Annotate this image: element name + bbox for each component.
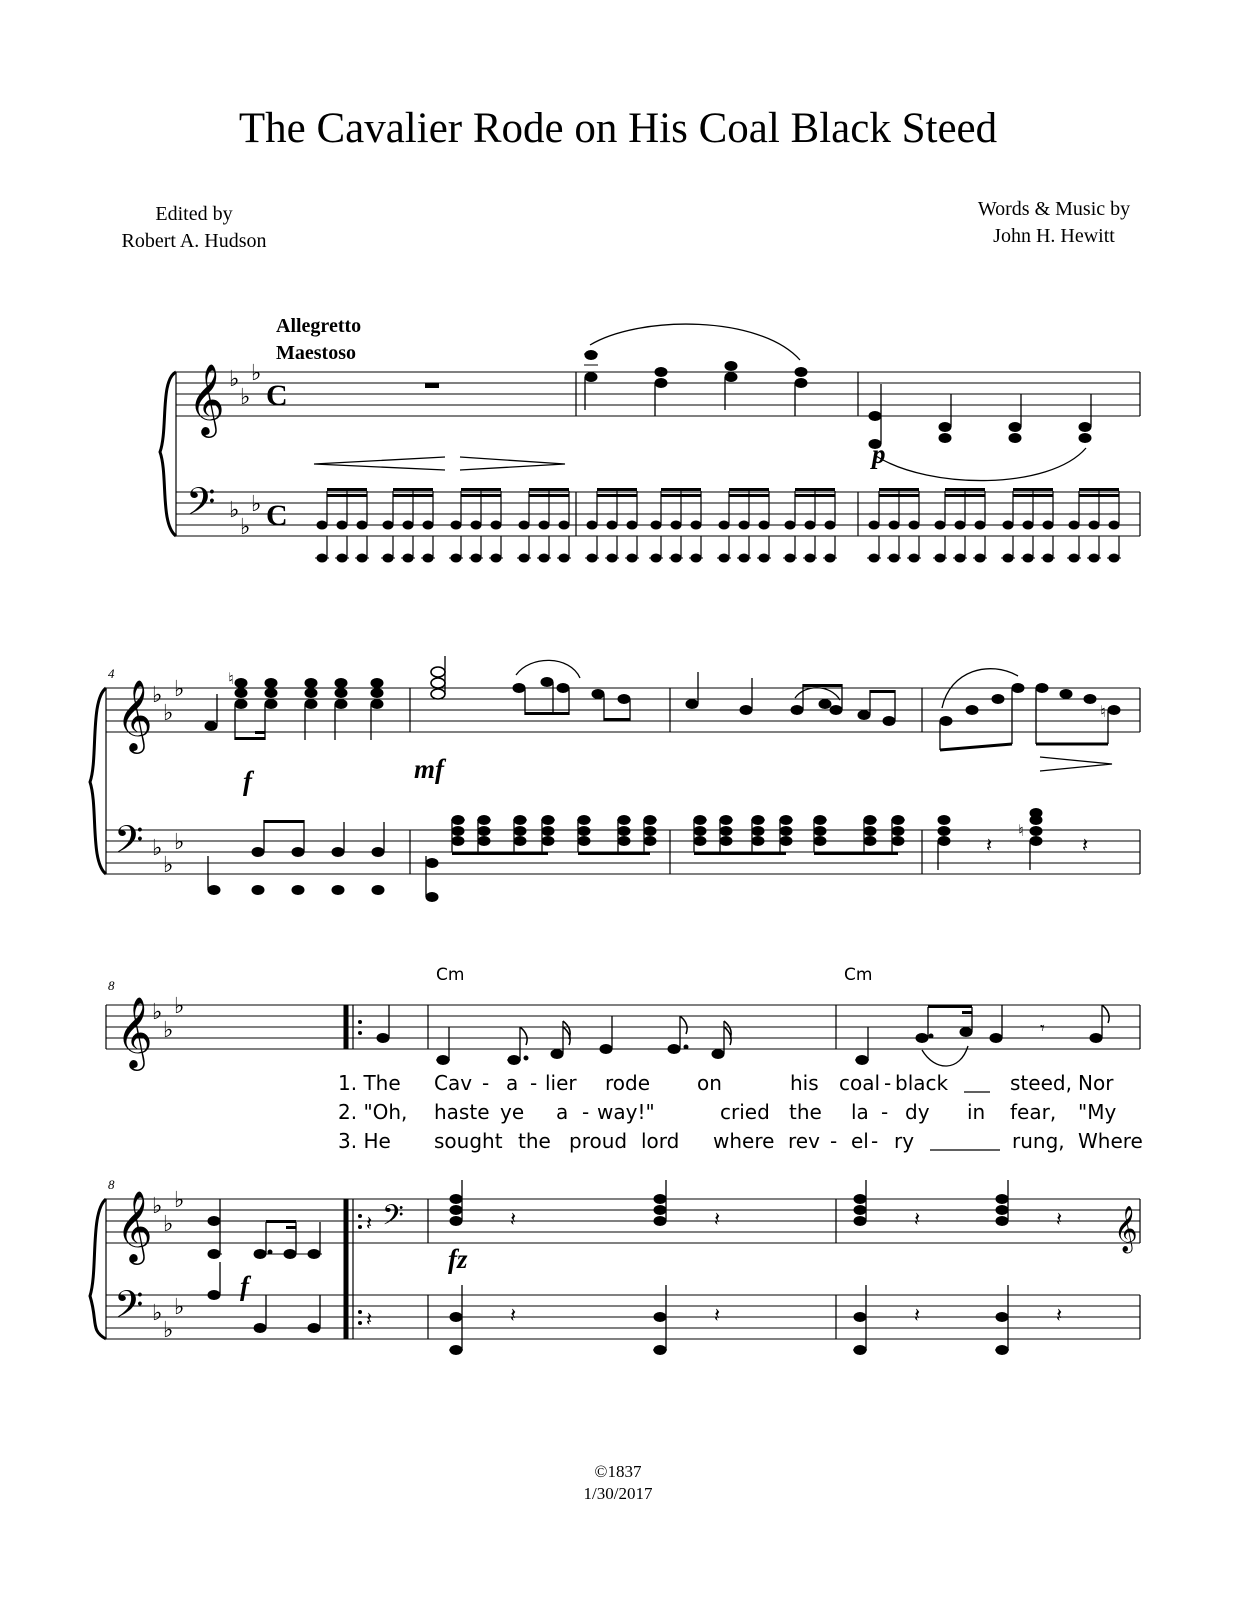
bass-chord-note: [864, 837, 876, 846]
lyric-2-1: 2. "Oh,: [338, 1100, 408, 1124]
sixteenth-note-upper: [337, 521, 347, 529]
bass-chord-note: [542, 837, 554, 846]
lyric-1-5: -: [530, 1071, 538, 1095]
bass-chord-note: [1030, 837, 1042, 846]
bass-chord-note: [452, 827, 464, 836]
svg-text:♮: ♮: [228, 671, 234, 688]
svg-text:♮: ♮: [1100, 704, 1106, 721]
piano-chord-note: [996, 1217, 1008, 1226]
beam: [729, 494, 769, 497]
natural-sign-icon: ♮: [1018, 823, 1024, 840]
bass-chord-note: [1030, 827, 1042, 836]
sixteenth-note-upper: [627, 521, 637, 529]
sixteenth-note-upper: [1069, 521, 1079, 529]
bass-staff-1: [176, 492, 1140, 536]
brace-system-3: [90, 1199, 106, 1339]
sixteenth-note-upper: [519, 521, 529, 529]
beam: [393, 494, 433, 497]
beam: [879, 494, 919, 497]
sixteenth-note-upper: [1109, 521, 1119, 529]
lyric-3-10: -: [871, 1129, 879, 1153]
measure-number-8-vocal: 8: [108, 978, 115, 993]
whole-rest: [425, 383, 439, 388]
piano-bass-note: [654, 1313, 666, 1322]
bass-chord-note: [694, 827, 706, 836]
beam: [694, 852, 786, 855]
lyric-2-4: a: [556, 1100, 569, 1124]
piano-bass-note: [450, 1313, 462, 1322]
quarter-rest-icon: 𝄽: [914, 1209, 921, 1231]
beam: [461, 494, 501, 497]
lyric-3-4: proud: [569, 1129, 628, 1153]
vocal-staff: [106, 1005, 1140, 1049]
bass-chord-note: [644, 837, 656, 846]
piano-chord-note: [654, 1206, 666, 1215]
svg-text:♭: ♭: [163, 700, 174, 725]
svg-text:♭: ♭: [163, 1017, 174, 1042]
brace-system-2: [90, 688, 106, 874]
dynamic-f-measure-4: f: [243, 766, 252, 796]
lyric-2-11: dy: [905, 1100, 930, 1124]
composer-name: John H. Hewitt: [993, 225, 1115, 247]
lyric-2-6: way!": [597, 1100, 655, 1124]
svg-text:𝄾: 𝄾: [1040, 1018, 1045, 1038]
lyric-1-6: lier: [545, 1071, 577, 1095]
beam: [879, 488, 919, 491]
chord-symbol-2: Cm: [844, 965, 873, 985]
sixteenth-note-upper: [671, 521, 681, 529]
lyric-1-2: Cav: [434, 1071, 473, 1095]
quarter-rest-icon: 𝄽: [1056, 1209, 1063, 1231]
beam: [327, 494, 367, 497]
lyric-1-12: black: [895, 1071, 949, 1095]
bass-chords-system-2: [426, 809, 1088, 902]
bass-chord-note: [618, 837, 630, 846]
bass-chord-note: [644, 827, 656, 836]
chord-symbol-1: Cm: [436, 965, 465, 985]
beam: [795, 488, 835, 491]
lyric-2-9: la: [851, 1100, 869, 1124]
tempo-line-2: Maestoso: [276, 342, 356, 364]
svg-text:♭: ♭: [163, 1211, 174, 1236]
sixteenth-note-upper: [317, 521, 327, 529]
sixteenth-note-upper: [491, 521, 501, 529]
time-signature-bass: C: [266, 499, 288, 532]
lyric-1-9: his: [790, 1071, 819, 1095]
sixteenth-note-upper: [825, 521, 835, 529]
piano-chord-note: [654, 1217, 666, 1226]
bass-chord-note: [938, 827, 950, 836]
measure-4-treble: [205, 671, 383, 740]
svg-text:♭: ♭: [174, 1187, 185, 1212]
bass-chord-note: [478, 837, 490, 846]
beam: [661, 488, 701, 491]
sixteenth-note-upper: [785, 521, 795, 529]
lyric-2-10: -: [881, 1100, 889, 1124]
bass-chord-note: [864, 827, 876, 836]
beam: [795, 494, 835, 497]
beam: [578, 852, 650, 855]
quarter-rest-icon: 𝄽: [914, 1305, 921, 1327]
beam: [452, 852, 548, 855]
lyric-1-3: -: [482, 1071, 490, 1095]
system-1: [160, 324, 1140, 562]
measure-4-bass: [208, 820, 384, 895]
bass-chord-note: [892, 827, 904, 836]
svg-text:♭: ♭: [240, 384, 251, 409]
lyric-2-12: in: [967, 1100, 986, 1124]
sixteenth-note-upper: [889, 521, 899, 529]
beam: [661, 494, 701, 497]
beam: [393, 488, 433, 491]
bass-clef-icon: 𝄢: [186, 479, 216, 533]
beam: [945, 494, 985, 497]
beam: [461, 488, 501, 491]
song-title: The Cavalier Rode on His Coal Black Steed: [238, 105, 998, 152]
sixteenth-note-upper: [759, 521, 769, 529]
bass-chord-note: [578, 837, 590, 846]
sixteenth-note-upper: [403, 521, 413, 529]
treble-clef-icon: 𝄞: [116, 995, 153, 1068]
lyric-2-8: the: [789, 1100, 822, 1124]
lyric-2-14: "My: [1078, 1100, 1117, 1124]
system-2: [90, 656, 1140, 902]
bass-chord-note: [938, 816, 950, 825]
lyric-1-4: a: [506, 1071, 519, 1095]
svg-text:♭: ♭: [152, 682, 163, 707]
bass-chord-note: [578, 827, 590, 836]
sixteenth-note-upper: [1043, 521, 1053, 529]
treble-clef-icon: 𝄞: [116, 678, 153, 751]
svg-text:♭: ♭: [163, 852, 174, 877]
svg-text:♭: ♭: [174, 676, 185, 701]
treble-clef-icon: 𝄞: [188, 362, 225, 435]
bass-chord-note: [514, 837, 526, 846]
lyric-2-5: -: [582, 1100, 590, 1124]
decrescendo-hairpin: [460, 457, 565, 470]
lyric-3-3: the: [518, 1129, 551, 1153]
slur-measure-6: [795, 688, 840, 700]
sixteenth-note-upper: [739, 521, 749, 529]
sixteenth-note-upper: [587, 521, 597, 529]
piano-chord-note: [996, 1206, 1008, 1215]
beam: [945, 488, 985, 491]
bass-chord-note: [720, 827, 732, 836]
lyric-2-3: ye: [500, 1100, 525, 1124]
sixteenth-note-upper: [955, 521, 965, 529]
bass-chord-note: [752, 837, 764, 846]
piano-treble-staff-3: [106, 1199, 1140, 1243]
lyric-3-2: sought: [434, 1129, 503, 1153]
dynamic-f-measure-8: f: [240, 1271, 249, 1301]
sixteenth-note-upper: [719, 521, 729, 529]
lyric-3-9: el: [851, 1129, 869, 1153]
quarter-rest-icon: 𝄽: [510, 1305, 517, 1327]
lyric-2-2: haste: [434, 1100, 490, 1124]
beam: [814, 852, 898, 855]
time-signature-treble: C: [266, 379, 288, 412]
sixteenth-note-upper: [935, 521, 945, 529]
measure-number-8-piano: 8: [108, 1177, 115, 1192]
measure-8-piano-treble: [208, 1199, 322, 1259]
key-signature-treble-1: [229, 360, 261, 409]
svg-text:♭: ♭: [174, 829, 185, 854]
slur-measure-3: [876, 448, 1086, 481]
lyrics-verse-1: [338, 1071, 1114, 1095]
bass-chord-note: [814, 827, 826, 836]
treble-clef-change-icon: 𝄞: [1114, 1206, 1138, 1252]
bass-chord-note: [1030, 816, 1042, 825]
bass-chord-note: [780, 827, 792, 836]
measure-8-piano-bass: [208, 1262, 320, 1333]
bass-chord-note: [720, 837, 732, 846]
key-signature-bass-1: [229, 491, 261, 539]
editor-label: Edited by: [155, 203, 233, 225]
beam: [597, 488, 637, 491]
bass-note: [426, 893, 438, 902]
lyric-1-10: coal: [839, 1071, 881, 1095]
sixteenth-note-upper: [975, 521, 985, 529]
beam: [1013, 494, 1053, 497]
piano-chord-note: [854, 1206, 866, 1215]
lyric-3-8: -: [830, 1129, 838, 1153]
quarter-rest-icon: 𝄽: [714, 1305, 721, 1327]
bass-clef-change-icon: 𝄢: [382, 1199, 404, 1239]
tempo-line-1: Allegretto: [276, 315, 362, 337]
piano-chord-note: [450, 1217, 462, 1226]
lyric-1-13: steed,: [1010, 1071, 1072, 1095]
svg-text:♭: ♭: [240, 514, 251, 539]
svg-text:♭: ♭: [152, 999, 163, 1024]
piano-bass-note: [854, 1313, 866, 1322]
lyric-1-1: 1. The: [338, 1071, 401, 1095]
lyric-1-14: Nor: [1078, 1071, 1114, 1095]
lyric-2-13: fear,: [1010, 1100, 1057, 1124]
lyric-3-7: rev: [788, 1129, 820, 1153]
bass-chord-note: [892, 837, 904, 846]
bass-note: [426, 859, 438, 868]
editor-name: Robert A. Hudson: [121, 230, 267, 252]
piano-chord-note: [450, 1206, 462, 1215]
quarter-rest-icon: 𝄽: [1082, 835, 1089, 857]
bass-clef-icon: 𝄢: [114, 817, 144, 871]
bass-chord-note: [618, 827, 630, 836]
bass-chord-note: [452, 837, 464, 846]
lyrics-verse-3: [338, 1129, 1143, 1153]
quarter-rest-icon: 𝄽: [366, 1213, 373, 1235]
quarter-rest-icon: 𝄽: [714, 1209, 721, 1231]
measure-number-4: 4: [108, 666, 115, 681]
beam: [529, 488, 569, 491]
svg-text:♭: ♭: [163, 1317, 174, 1342]
bass-chord-note: [514, 827, 526, 836]
svg-text:♭: ♭: [152, 1193, 163, 1218]
beam: [327, 488, 367, 491]
sixteenth-note-upper: [423, 521, 433, 529]
sixteenth-note-upper: [471, 521, 481, 529]
beam: [1079, 488, 1119, 491]
lyric-1-7: rode: [605, 1071, 651, 1095]
lyric-3-6: where: [713, 1129, 775, 1153]
lyric-1-8: on: [697, 1071, 722, 1095]
lyric-3-13: Where: [1078, 1129, 1143, 1153]
bass-chord-note: [752, 827, 764, 836]
system-3: [90, 965, 1143, 1355]
key-signature-treble-2: [152, 676, 184, 725]
bass-chord-note: [814, 837, 826, 846]
bass-chord-note: [694, 837, 706, 846]
key-signature-piano-bass-3: [152, 1294, 184, 1342]
measure-7-treble: [940, 684, 1120, 751]
crescendo-hairpin: [314, 457, 445, 470]
quarter-rest-icon: 𝄽: [986, 835, 993, 857]
lyrics-verse-2: [338, 1100, 1116, 1124]
dynamic-mf-measure-5: mf: [414, 754, 444, 784]
slur-measure-5: [516, 660, 580, 678]
piano-bass-note: [996, 1313, 1008, 1322]
sixteenth-note-upper: [539, 521, 549, 529]
sixteenth-note-upper: [691, 521, 701, 529]
svg-text:♭: ♭: [229, 366, 240, 391]
lyric-2-7: cried: [720, 1100, 770, 1124]
key-signature-vocal: [152, 993, 184, 1042]
beam: [1079, 494, 1119, 497]
slur-measure-2: [590, 324, 800, 360]
svg-text:♭: ♭: [251, 360, 262, 385]
decrescendo-measure-7: [1040, 757, 1112, 771]
brace-system-1: [160, 372, 176, 536]
quarter-rest-icon: 𝄽: [510, 1209, 517, 1231]
lyric-3-5: lord: [641, 1129, 680, 1153]
beam: [1013, 488, 1053, 491]
sixteenth-note-upper: [607, 521, 617, 529]
sixteenth-note-upper: [559, 521, 569, 529]
sixteenth-note-upper: [1003, 521, 1013, 529]
vocal-notes: [377, 1005, 1109, 1065]
quarter-rest-icon: 𝄽: [1056, 1305, 1063, 1327]
dynamic-fz-measure-9: fz: [448, 1244, 468, 1274]
footer: [0, 1461, 1236, 1505]
beam: [729, 488, 769, 491]
copyright-year: ©1837: [594, 1462, 642, 1481]
bass-clef-icon: 𝄢: [114, 1282, 144, 1336]
bass-chord-note: [478, 827, 490, 836]
sixteenth-note-upper: [651, 521, 661, 529]
svg-text:♭: ♭: [251, 491, 262, 516]
beam: [597, 494, 637, 497]
svg-text:♭: ♭: [152, 1300, 163, 1325]
composer-label: Words & Music by: [977, 198, 1131, 220]
sixteenth-note-upper: [909, 521, 919, 529]
sixteenth-note-upper: [383, 521, 393, 529]
bass-chord-note: [938, 837, 950, 846]
svg-text:♭: ♭: [174, 993, 185, 1018]
dynamic-p-measure-3: p: [872, 439, 886, 469]
lyric-1-11: -: [884, 1071, 892, 1095]
sixteenth-note-upper: [805, 521, 815, 529]
sixteenth-note-upper: [357, 521, 367, 529]
piano-chord-note: [854, 1217, 866, 1226]
sixteenth-note-upper: [451, 521, 461, 529]
lyric-3-11: ry: [894, 1129, 915, 1153]
bass-chord-note: [780, 837, 792, 846]
sixteenth-note-upper: [869, 521, 879, 529]
quarter-rest-icon: 𝄽: [366, 1309, 373, 1331]
svg-text:♭: ♭: [229, 497, 240, 522]
lyric-3-1: 3. He: [338, 1129, 391, 1153]
svg-text:♭: ♭: [174, 1294, 185, 1319]
bass-chord-note: [542, 827, 554, 836]
treble-clef-icon: 𝄞: [116, 1189, 153, 1262]
lyric-3-12: rung,: [1012, 1129, 1065, 1153]
svg-text:♭: ♭: [152, 835, 163, 860]
sixteenth-note-upper: [1089, 521, 1099, 529]
key-signature-bass-2: [152, 829, 184, 877]
edition-date: 1/30/2017: [583, 1484, 653, 1503]
sixteenth-note-upper: [1023, 521, 1033, 529]
beam: [529, 494, 569, 497]
key-signature-piano-treble-3: [152, 1187, 184, 1236]
